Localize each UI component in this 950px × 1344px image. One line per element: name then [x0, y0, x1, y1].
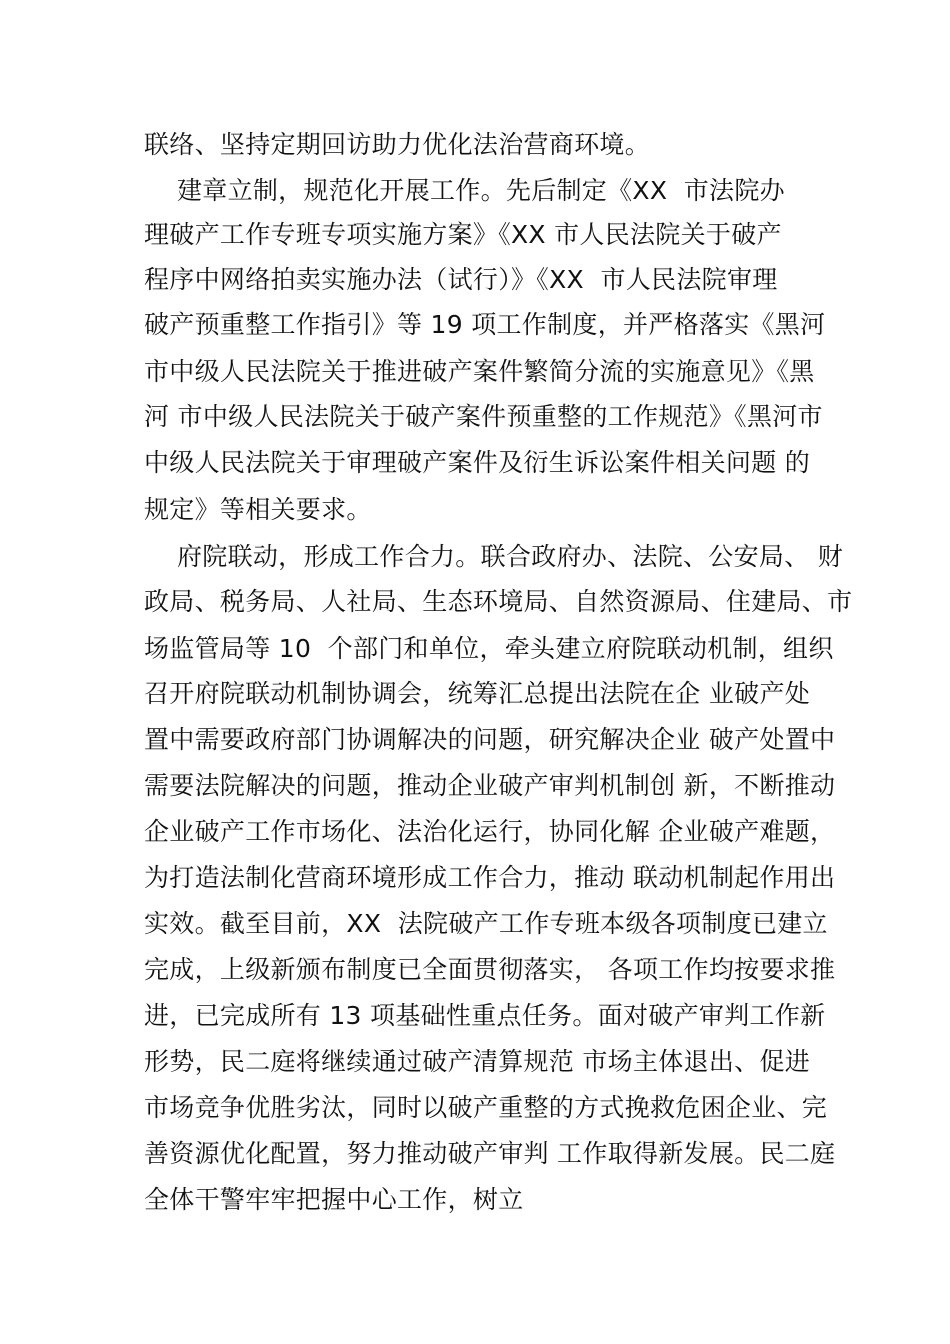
text-line: 完成，上级新颁布制度已全面贯彻落实， 各项工作均按要求推 — [144, 955, 836, 984]
text-line: 理破产工作专班专项实施方案》《XX 市人民法院关于破产 — [144, 220, 782, 249]
text-line: 程序中网络拍卖实施办法（试行）》《XX 市人民法院审理 — [144, 265, 778, 294]
text-line: 规定》等相关要求。 — [144, 495, 372, 524]
text-line: 实效。截至目前，XX 法院破产工作专班本级各项制度已建立 — [144, 909, 828, 938]
text-line: 建章立制，规范化开展工作。先后制定《XX 市法院办 — [144, 176, 785, 205]
text-line: 为打造法制化营商环境形成工作合力，推动 联动机制起作用出 — [144, 863, 836, 892]
text-line: 形势，民二庭将继续通过破产清算规范 市场主体退出、促进 — [144, 1047, 811, 1076]
text-line: 联络、坚持定期回访助力优化法治营商环境。 — [144, 130, 651, 159]
text-line: 需要法院解决的问题，推动企业破产审判机制创 新，不断推动 — [144, 771, 836, 800]
text-line: 市中级人民法院关于推进破产案件繁简分流的实施意见》《黑 — [144, 357, 815, 386]
text-line: 善资源优化配置，努力推动破产审判 工作取得新发展。民二庭 — [144, 1139, 836, 1168]
text-line: 政局、税务局、人社局、生态环境局、自然资源局、住建局、市 — [144, 587, 853, 616]
text-line: 场监管局等 10 个部门和单位，牵头建立府院联动机制，组织 — [144, 634, 834, 663]
text-line: 进，已完成所有 13 项基础性重点任务。面对破产审判工作新 — [144, 1001, 826, 1030]
text-line: 置中需要政府部门协调解决的问题，研究解决企业 破产处置中 — [144, 725, 836, 754]
text-line: 破产预重整工作指引》等 19 项工作制度，并严格落实《黑河 — [144, 310, 826, 339]
text-line: 中级人民法院关于审理破产案件及衍生诉讼案件相关问题 的 — [144, 448, 811, 477]
text-line: 企业破产工作市场化、法治化运行，协同化解 企业破产难题， — [144, 817, 836, 846]
text-line: 市场竞争优胜劣汰，同时以破产重整的方式挽救危困企业、完 — [144, 1093, 828, 1122]
text-line: 河 市中级人民法院关于破产案件预重整的工作规范》《黑河市 — [144, 402, 823, 431]
text-line: 府院联动，形成工作合力。联合政府办、法院、公安局、 财 — [144, 542, 844, 571]
text-line: 全体干警牢牢把握中心工作，树立 — [144, 1185, 524, 1214]
text-line: 召开府院联动机制协调会，统筹汇总提出法院在企 业破产处 — [144, 679, 811, 708]
